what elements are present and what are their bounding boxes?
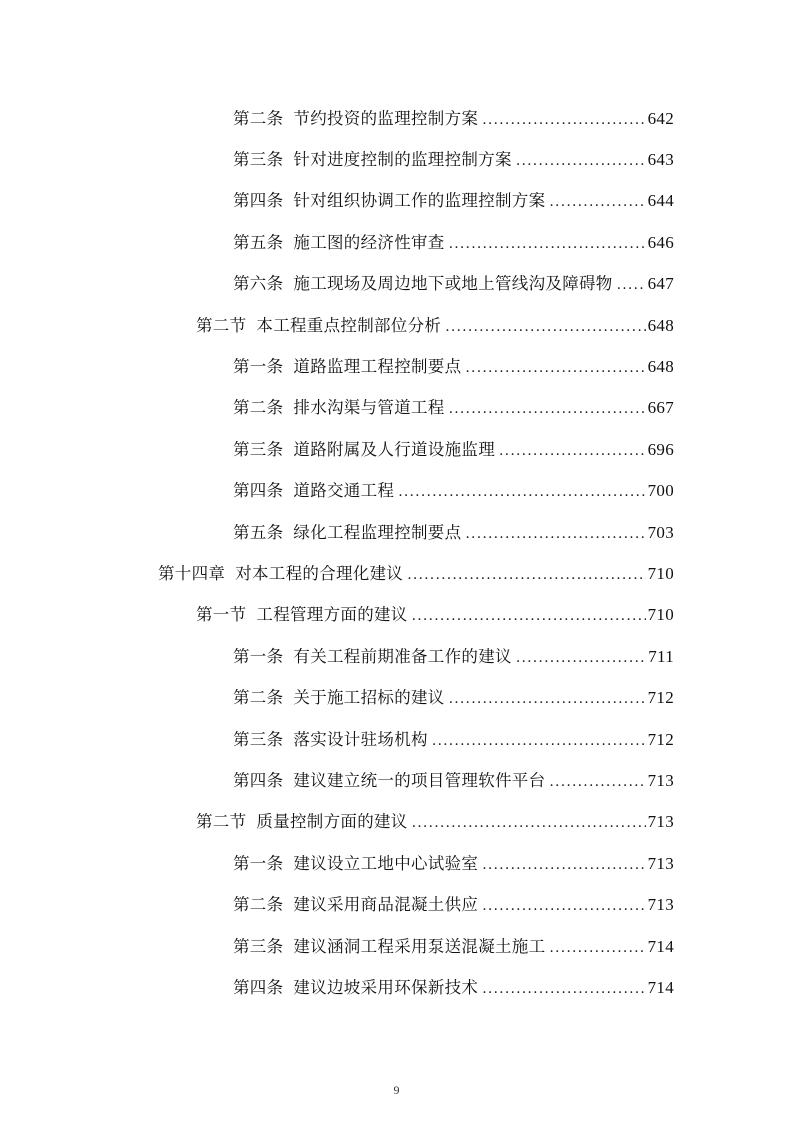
toc-entry-number: 第三条: [233, 150, 284, 170]
toc-entry-page: 642: [647, 108, 674, 128]
toc-entry-page: 714: [647, 977, 674, 997]
toc-entry[interactable]: [0, 344, 793, 385]
toc-entry-number: 第二条: [233, 895, 284, 915]
toc-leader-dots: [549, 940, 645, 956]
toc-entry-page: 667: [647, 398, 674, 418]
toc-entry-title: 本工程重点控制部位分析: [256, 315, 442, 335]
toc-entry-page: 648: [647, 357, 674, 377]
toc-entry-number: 第四条: [233, 977, 284, 997]
toc-entry-number: 第四条: [233, 770, 284, 790]
toc-entry-label: [233, 850, 478, 874]
toc-entry-number: 第四条: [233, 481, 284, 501]
toc-entry-label: [233, 353, 461, 377]
toc-entry-title: 工程管理方面的建议: [256, 605, 408, 625]
toc-entry[interactable]: [0, 924, 793, 965]
toc-entry-number: 第二条: [233, 398, 284, 418]
toc-entry-title: 对本工程的合理化建议: [235, 563, 404, 583]
toc-entry-label: [233, 767, 545, 791]
toc-entry-label: [233, 270, 613, 294]
toc-entry-label: [196, 601, 408, 625]
toc-entry-title: 绿化工程监理控制要点: [293, 522, 462, 542]
toc-entry-label: [233, 684, 445, 708]
toc-entry-page: 644: [647, 191, 674, 211]
toc-entry-label: [233, 394, 445, 418]
toc-entry-number: 第二节: [196, 812, 247, 832]
toc-entry-title: 针对组织协调工作的监理控制方案: [293, 191, 546, 211]
toc-entry-page: 696: [647, 439, 674, 459]
toc-leader-dots: [499, 443, 646, 459]
toc-entry-page: 712: [647, 688, 674, 708]
toc-entry[interactable]: [0, 882, 793, 923]
toc-entry-title: 建议涵洞工程采用泵送混凝土施工: [293, 936, 546, 956]
toc-leader-dots: [465, 526, 645, 542]
toc-entry[interactable]: [0, 179, 793, 220]
toc-entry-page: 712: [647, 729, 674, 749]
toc-entry-label: [233, 477, 394, 501]
toc-leader-dots: [432, 733, 646, 749]
toc-entry[interactable]: [0, 262, 793, 303]
toc-entry-page: 710: [647, 563, 674, 583]
toc-leader-dots: [549, 774, 645, 790]
toc-entry-title: 施工现场及周边地下或地上管线沟及障碍物: [293, 274, 613, 294]
toc-leader-dots: [465, 360, 645, 376]
toc-entry[interactable]: [0, 510, 793, 551]
toc-entry[interactable]: [0, 800, 793, 841]
toc-entry-title: 道路附属及人行道设施监理: [293, 439, 496, 459]
table-of-contents: [0, 96, 793, 1007]
toc-entry-number: 第三条: [233, 439, 284, 459]
toc-leader-dots: [516, 153, 646, 169]
toc-entry-title: 落实设计驻场机构: [293, 729, 428, 749]
toc-leader-dots: [482, 112, 645, 128]
toc-entry-number: 第二节: [196, 315, 247, 335]
toc-entry-title: 建议采用商品混凝土供应: [293, 895, 479, 915]
toc-entry-number: 第三条: [233, 936, 284, 956]
toc-leader-dots: [516, 650, 646, 666]
toc-entry-label: [233, 229, 445, 253]
toc-entry[interactable]: [0, 551, 793, 592]
toc-entry-label: [233, 105, 478, 129]
toc-entry-title: 节约投资的监理控制方案: [293, 108, 479, 128]
toc-entry-page: 714: [647, 936, 674, 956]
toc-entry-number: 第二条: [233, 108, 284, 128]
toc-entry-number: 第十四章: [158, 563, 226, 583]
toc-entry-label: [233, 187, 545, 211]
toc-entry-page: 643: [647, 150, 674, 170]
toc-entry-page: 703: [647, 522, 674, 542]
toc-entry-title: 排水沟渠与管道工程: [293, 398, 445, 418]
toc-entry-number: 第一条: [233, 357, 284, 377]
toc-entry[interactable]: [0, 386, 793, 427]
toc-leader-dots: [449, 691, 646, 707]
toc-entry-label: [233, 146, 512, 170]
toc-entry-title: 建议设立工地中心试验室: [293, 853, 479, 873]
toc-entry-label: [158, 560, 403, 584]
page-number: 9: [393, 1083, 400, 1097]
toc-entry-page: 647: [647, 274, 674, 294]
toc-entry-title: 关于施工招标的建议: [293, 688, 445, 708]
toc-entry-title: 有关工程前期准备工作的建议: [293, 646, 512, 666]
toc-leader-dots: [482, 898, 645, 914]
toc-entry-page: 646: [647, 232, 674, 252]
toc-leader-dots: [407, 567, 645, 583]
toc-entry-number: 第六条: [233, 274, 284, 294]
toc-entry-title: 建议边坡采用环保新技术: [293, 977, 479, 997]
toc-entry-page: 713: [647, 812, 674, 832]
toc-entry[interactable]: [0, 634, 793, 675]
toc-entry-page: 710: [647, 605, 674, 625]
toc-entry-label: [233, 974, 478, 998]
toc-leader-dots: [549, 194, 645, 210]
toc-entry[interactable]: [0, 303, 793, 344]
toc-entry-title: 质量控制方面的建议: [256, 812, 408, 832]
toc-entry[interactable]: [0, 675, 793, 716]
toc-entry[interactable]: [0, 965, 793, 1006]
toc-entry-label: [233, 519, 461, 543]
toc-entry-label: [196, 312, 441, 336]
toc-leader-dots: [398, 484, 645, 500]
toc-entry-page: 713: [647, 853, 674, 873]
toc-entry[interactable]: [0, 841, 793, 882]
toc-entry-number: 第四条: [233, 191, 284, 211]
toc-entry-title: 道路交通工程: [293, 481, 395, 501]
toc-entry-number: 第五条: [233, 522, 284, 542]
toc-entry[interactable]: [0, 717, 793, 758]
toc-entry-label: [233, 726, 428, 750]
toc-entry-page: 648: [647, 315, 674, 335]
toc-entry-number: 第一条: [233, 853, 284, 873]
toc-leader-dots: [412, 815, 646, 831]
toc-entry[interactable]: [0, 593, 793, 634]
toc-entry[interactable]: [0, 137, 793, 178]
toc-entry-number: 第一节: [196, 605, 247, 625]
toc-entry-page: 713: [647, 895, 674, 915]
toc-entry-number: 第五条: [233, 232, 284, 252]
toc-entry-number: 第二条: [233, 688, 284, 708]
toc-entry-label: [233, 643, 512, 667]
toc-leader-dots: [449, 236, 646, 252]
toc-entry-page: 713: [647, 770, 674, 790]
toc-leader-dots: [482, 981, 645, 997]
toc-leader-dots: [445, 319, 645, 335]
toc-entry[interactable]: [0, 96, 793, 137]
toc-entry-number: 第一条: [233, 646, 284, 666]
toc-entry-title: 建议建立统一的项目管理软件平台: [293, 770, 546, 790]
toc-entry-title: 针对进度控制的监理控制方案: [293, 150, 512, 170]
toc-entry-page: 700: [647, 481, 674, 501]
toc-entry[interactable]: [0, 758, 793, 799]
toc-entry-label: [233, 436, 495, 460]
toc-entry-page: 711: [648, 646, 674, 666]
toc-entry-title: 施工图的经济性审查: [293, 232, 445, 252]
toc-leader-dots: [482, 857, 645, 873]
toc-entry-label: [233, 891, 478, 915]
toc-entry[interactable]: [0, 469, 793, 510]
toc-entry-title: 道路监理工程控制要点: [293, 357, 462, 377]
toc-entry-number: 第三条: [233, 729, 284, 749]
toc-leader-dots: [449, 401, 646, 417]
toc-entry-label: [196, 808, 408, 832]
toc-leader-dots: [617, 277, 646, 293]
toc-leader-dots: [412, 608, 646, 624]
toc-entry[interactable]: [0, 427, 793, 468]
toc-entry-label: [233, 933, 545, 957]
toc-entry[interactable]: [0, 220, 793, 261]
